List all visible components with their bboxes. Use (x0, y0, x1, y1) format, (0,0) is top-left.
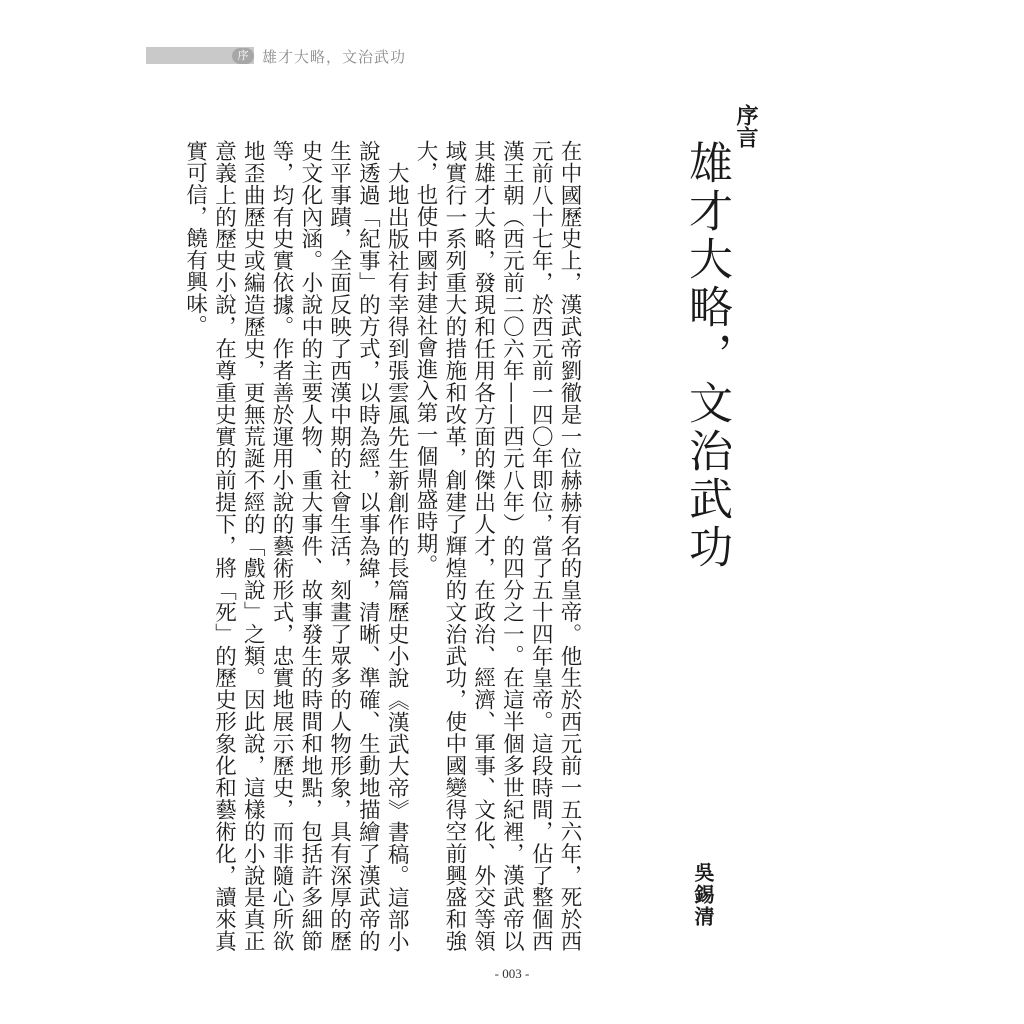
header-section-badge: 序 (232, 48, 254, 64)
page-title: 雄才大略，文治武功 (681, 140, 732, 572)
body-text (182, 140, 583, 952)
header-running-title: 雄才大略，文治武功 (262, 48, 407, 66)
author-name: 吳錫清 (691, 862, 715, 928)
section-label: 序言 (733, 104, 758, 148)
page-number: - 003 - (494, 966, 530, 981)
paragraph-1: 在中國歷史上，漢武帝劉徹是一位赫赫有名的皇帝。他生於西元前一五六年，死於西元前八十七年，於西元前一四〇年即位，當了五十四年皇帝。這段時間，佔了整個西漢王朝（西元前二〇六年——西元八年）的四分之一。在這半個多世紀裡，漢武帝以其雄才大略，發現和任用各方面的傑出人才，在政治、經濟、軍事、文化、外交等領域實行一系列重大的措施和改革，創建了輝煌的文治武功，使中國變得空前興盛和強大，也使中國封建社會進入第一個鼎盛時期。 (413, 140, 582, 952)
paragraph-2: 大地出版社有幸得到張雲風先生新創作的長篇歷史小說《漢武大帝》書稿。這部小說透過「紀事」的方式，以時為經，以事為緯，清晰、準確、生動地描繪了漢武帝的生平事蹟，全面反映了西漢中期的社會生活，刻畫了眾多的人物形象，具有深厚的歷史文化內涵。小說中的主要人物、重大事件、故事發生的時間和地點，包括許多細節等，均有史實依據。作者善於運用小說的藝術形式，忠實地展示歷史，而非隨心所欲地歪曲歷史或編造歷史，更無荒誕不經的「戲說」之類。因此說，這樣的小說是真正意義上的歷史小說，在尊重史實的前提下，將「死」的歷史形象化和藝術化，讀來真實可信，饒有興味。 (182, 140, 410, 952)
